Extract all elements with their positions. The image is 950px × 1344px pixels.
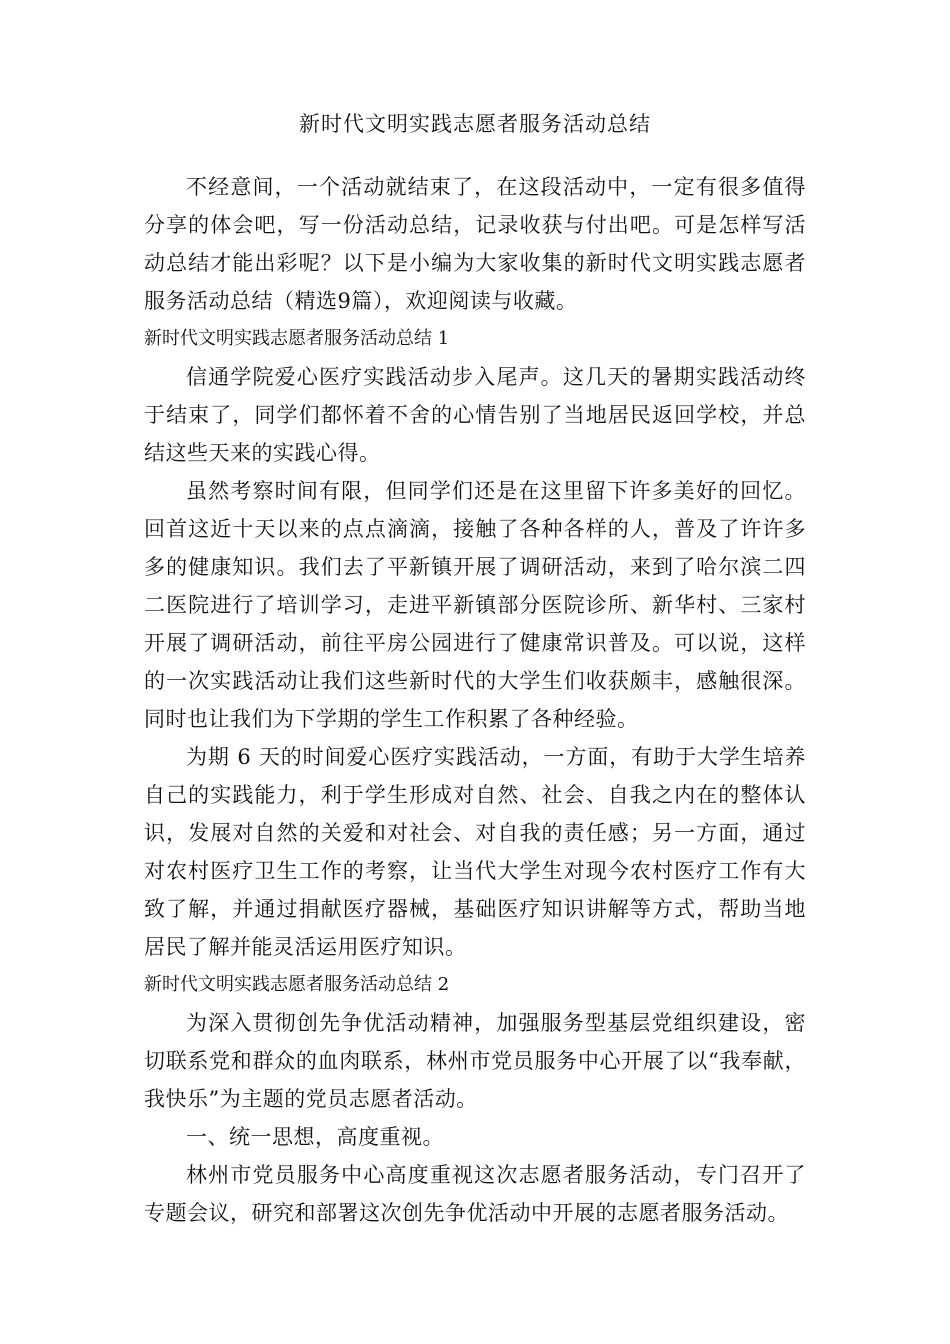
section-2-paragraph-1: 为深入贯彻创先争优活动精神，加强服务型基层党组织建设，密切联系党和群众的血肉联系，林州市党员服务中心开展了以“我奉献，我快乐”为主题的党员志愿者活动。 xyxy=(144,1011,806,1111)
document-page xyxy=(144,104,806,1232)
section-1-paragraph-2: 虽然考察时间有限，但同学们还是在这里留下许多美好的回忆。回首这近十天以来的点点滴滴，接触了各种各样的人，普及了许许多多的健康知识。我们去了平新镇开展了调研活动，来到了哈尔滨二四二医院进行了培训学习，走进平新镇部分医院诊所、新华村、三家村开展了调研活动，前往平房公园进行了健康常识普及。可以说，这样的一次实践活动让我们这些新时代的大学生们收获颇丰，感触很深。同时也让我们为下学期的学生工作积累了各种经验。 xyxy=(144,479,806,731)
section-1-paragraph-3: 为期 6 天的时间爱心医疗实践活动，一方面，有助于大学生培养自己的实践能力，利于学生形成对自然、社会、自我之内在的整体认识，发展对自然的关爱和对社会、对自我的责任感；另一方面，通过对农村医疗卫生工作的考察，让当代大学生对现今农村医疗工作有大致了解，并通过捐献医疗器械，基础医疗知识讲解等方式，帮助当地居民了解并能灵活运用医疗知识。 xyxy=(144,745,806,959)
section-2-paragraph-2: 一、统一思想，高度重视。 xyxy=(186,1125,444,1149)
section-1-heading: 新时代文明实践志愿者服务活动总结 1 xyxy=(144,328,450,349)
section-2-heading: 新时代文明实践志愿者服务活动总结 2 xyxy=(144,974,450,995)
intro-paragraph: 不经意间，一个活动就结束了，在这段活动中，一定有很多值得分享的体会吧，写一份活动总结，记录收获与付出吧。可是怎样写活动总结才能出彩呢？以下是小编为大家收集的新时代文明实践志愿者服务活动总结（精选9篇），欢迎阅读与收藏。 xyxy=(144,175,806,313)
section-2-paragraph-3: 林州市党员服务中心高度重视这次志愿者服务活动，专门召开了专题会议，研究和部署这次创先争优活动中开展的志愿者服务活动。 xyxy=(144,1163,806,1225)
section-1-paragraph-1: 信通学院爱心医疗实践活动步入尾声。这几天的暑期实践活动终于结束了，同学们都怀着不舍的心情告别了当地居民返回学校，并总结这些天来的实践心得。 xyxy=(144,365,806,465)
document-title: 新时代文明实践志愿者服务活动总结 xyxy=(299,112,651,136)
